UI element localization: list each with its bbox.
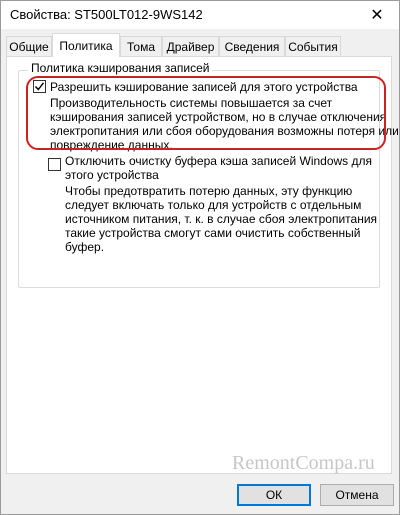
enable-write-cache-label[interactable]: Разрешить кэширование записей для этого устройства <box>50 80 358 94</box>
option1-desc-line: Производительность системы повышается за счет <box>50 96 333 110</box>
tab-strip <box>6 33 396 57</box>
option2-desc-line: источником питания, т. к. в случае сбоя электропитания <box>65 212 378 226</box>
option1-desc-line: повреждение данных. <box>50 138 173 152</box>
title-bar <box>1 1 399 29</box>
tab-driver[interactable]: Драйвер <box>162 36 219 56</box>
tab-events[interactable]: События <box>285 36 341 56</box>
close-button[interactable] <box>355 1 399 29</box>
cancel-button[interactable]: Отмена <box>320 484 394 506</box>
option2-desc-line: такие устройства смогут сами очистить собственный <box>65 226 361 240</box>
option1-desc-line: кэширования записей устройством, но в случае отключения <box>50 110 387 124</box>
disable-buffer-flush-checkbox[interactable] <box>48 158 61 171</box>
tab-general[interactable]: Общие <box>6 36 52 56</box>
option2-desc-line: Чтобы предотвратить потерю данных, эту функцию <box>65 184 353 198</box>
tab-volumes[interactable]: Тома <box>120 36 162 56</box>
option2-desc-line: буфер. <box>65 240 105 254</box>
option2-desc-line: следует включать только для устройств с отдельным <box>65 198 362 212</box>
disable-buffer-flush-label[interactable]: Отключить очистку буфера кэша записей Windows для <box>65 154 373 168</box>
disable-buffer-flush-label[interactable]: этого устройства <box>65 168 159 182</box>
group-title: Политика кэширования записей <box>28 61 212 75</box>
option1-desc-line: электропитания или сбоя оборудования возможны потеря или <box>50 124 399 138</box>
window-title: Свойства: ST500LT012-9WS142 <box>10 7 203 22</box>
highlight-outline <box>26 76 386 150</box>
close-icon: ✕ <box>370 7 384 24</box>
tab-policy[interactable]: Политика <box>52 33 120 57</box>
tab-details[interactable]: Сведения <box>219 36 285 56</box>
ok-button[interactable]: ОК <box>237 484 311 506</box>
watermark: RemontCompa.ru <box>232 452 375 474</box>
